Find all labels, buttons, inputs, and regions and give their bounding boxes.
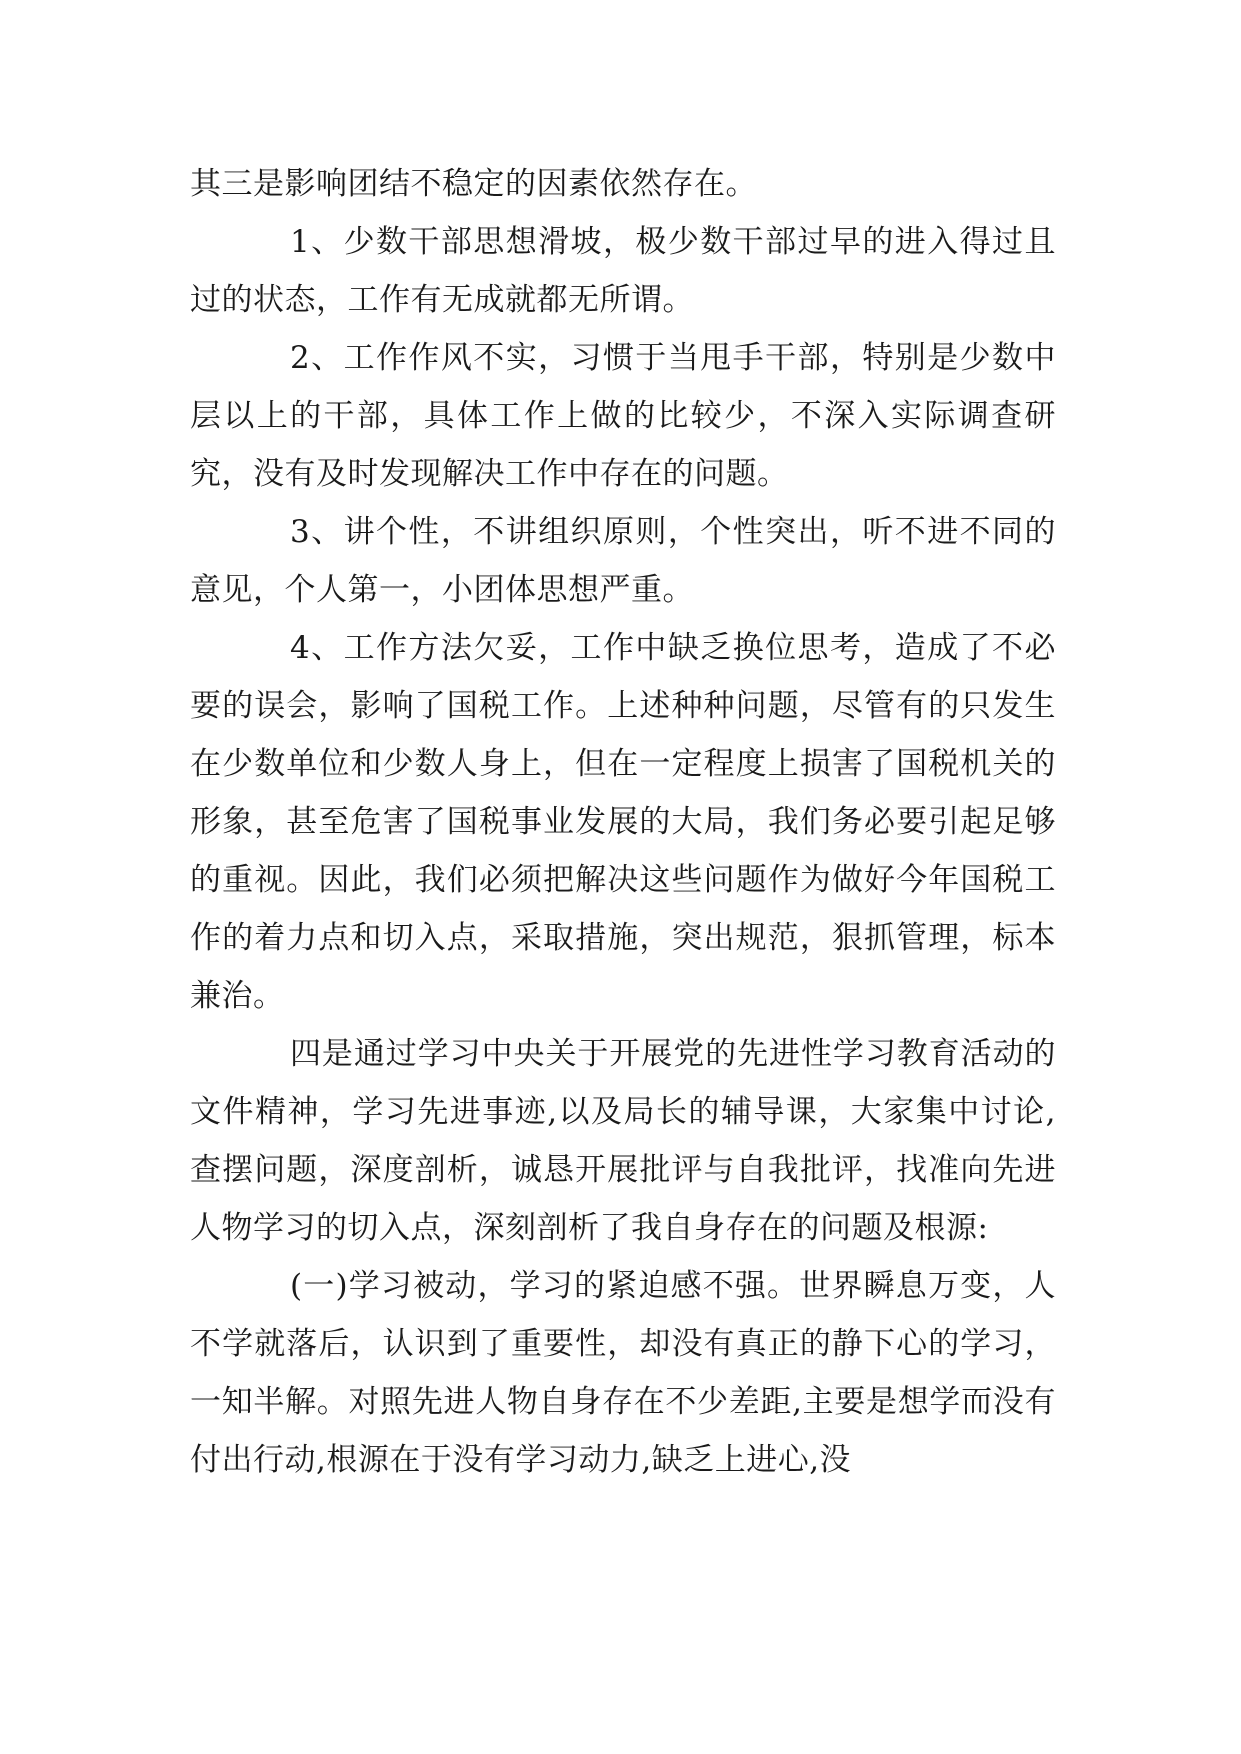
paragraph-intro: 其三是影响团结不稳定的因素依然存在。 — [190, 166, 757, 202]
paragraph-item-2: 2、工作作风不实，习惯于当甩手干部，特别是少数中层以上的干部，具体工作上做的比较少，不深入实际调查研究，没有及时发现解决工作中存在的问题。 — [190, 340, 1056, 492]
paragraph-item-4: 4、工作方法欠妥，工作中缺乏换位思考，造成了不必要的误会，影响了国税工作。上述种种问题，尽管有的只发生在少数单位和少数人身上，但在一定程度上损害了国税机关的形象，甚至危害了国税事业发展的大局，我们务必要引起足够的重视。因此，我们必须把解决这些问题作为做好今年国税工作的着力点和切入点，采取措施，突出规范，狠抓管理，标本兼治。 — [190, 630, 1056, 1014]
paragraph-item-1: 1、少数干部思想滑坡，极少数干部过早的进入得过且过的状态，工作有无成就都无所谓。 — [190, 224, 1056, 318]
paragraph-item-3: 3、讲个性，不讲组织原则，个性突出，听不进不同的意见，个人第一，小团体思想严重。 — [190, 514, 1056, 608]
paragraph-section-4: 四是通过学习中央关于开展党的先进性学习教育活动的文件精神，学习先进事迹,以及局长的辅导课，大家集中讨论,查摆问题，深度剖析，诚恳开展批评与自我批评，找准向先进人物学习的切入点，深刻剖析了我自身存在的问题及根源: — [190, 1036, 1056, 1246]
paragraph-subsection-1: (一)学习被动，学习的紧迫感不强。世界瞬息万变，人不学就落后，认识到了重要性，却没有真正的静下心的学习，一知半解。对照先进人物自身存在不少差距,主要是想学而没有付出行动,根源在于没有学习动力,缺乏上进心,没 — [190, 1268, 1056, 1478]
document-body — [190, 155, 1056, 1489]
